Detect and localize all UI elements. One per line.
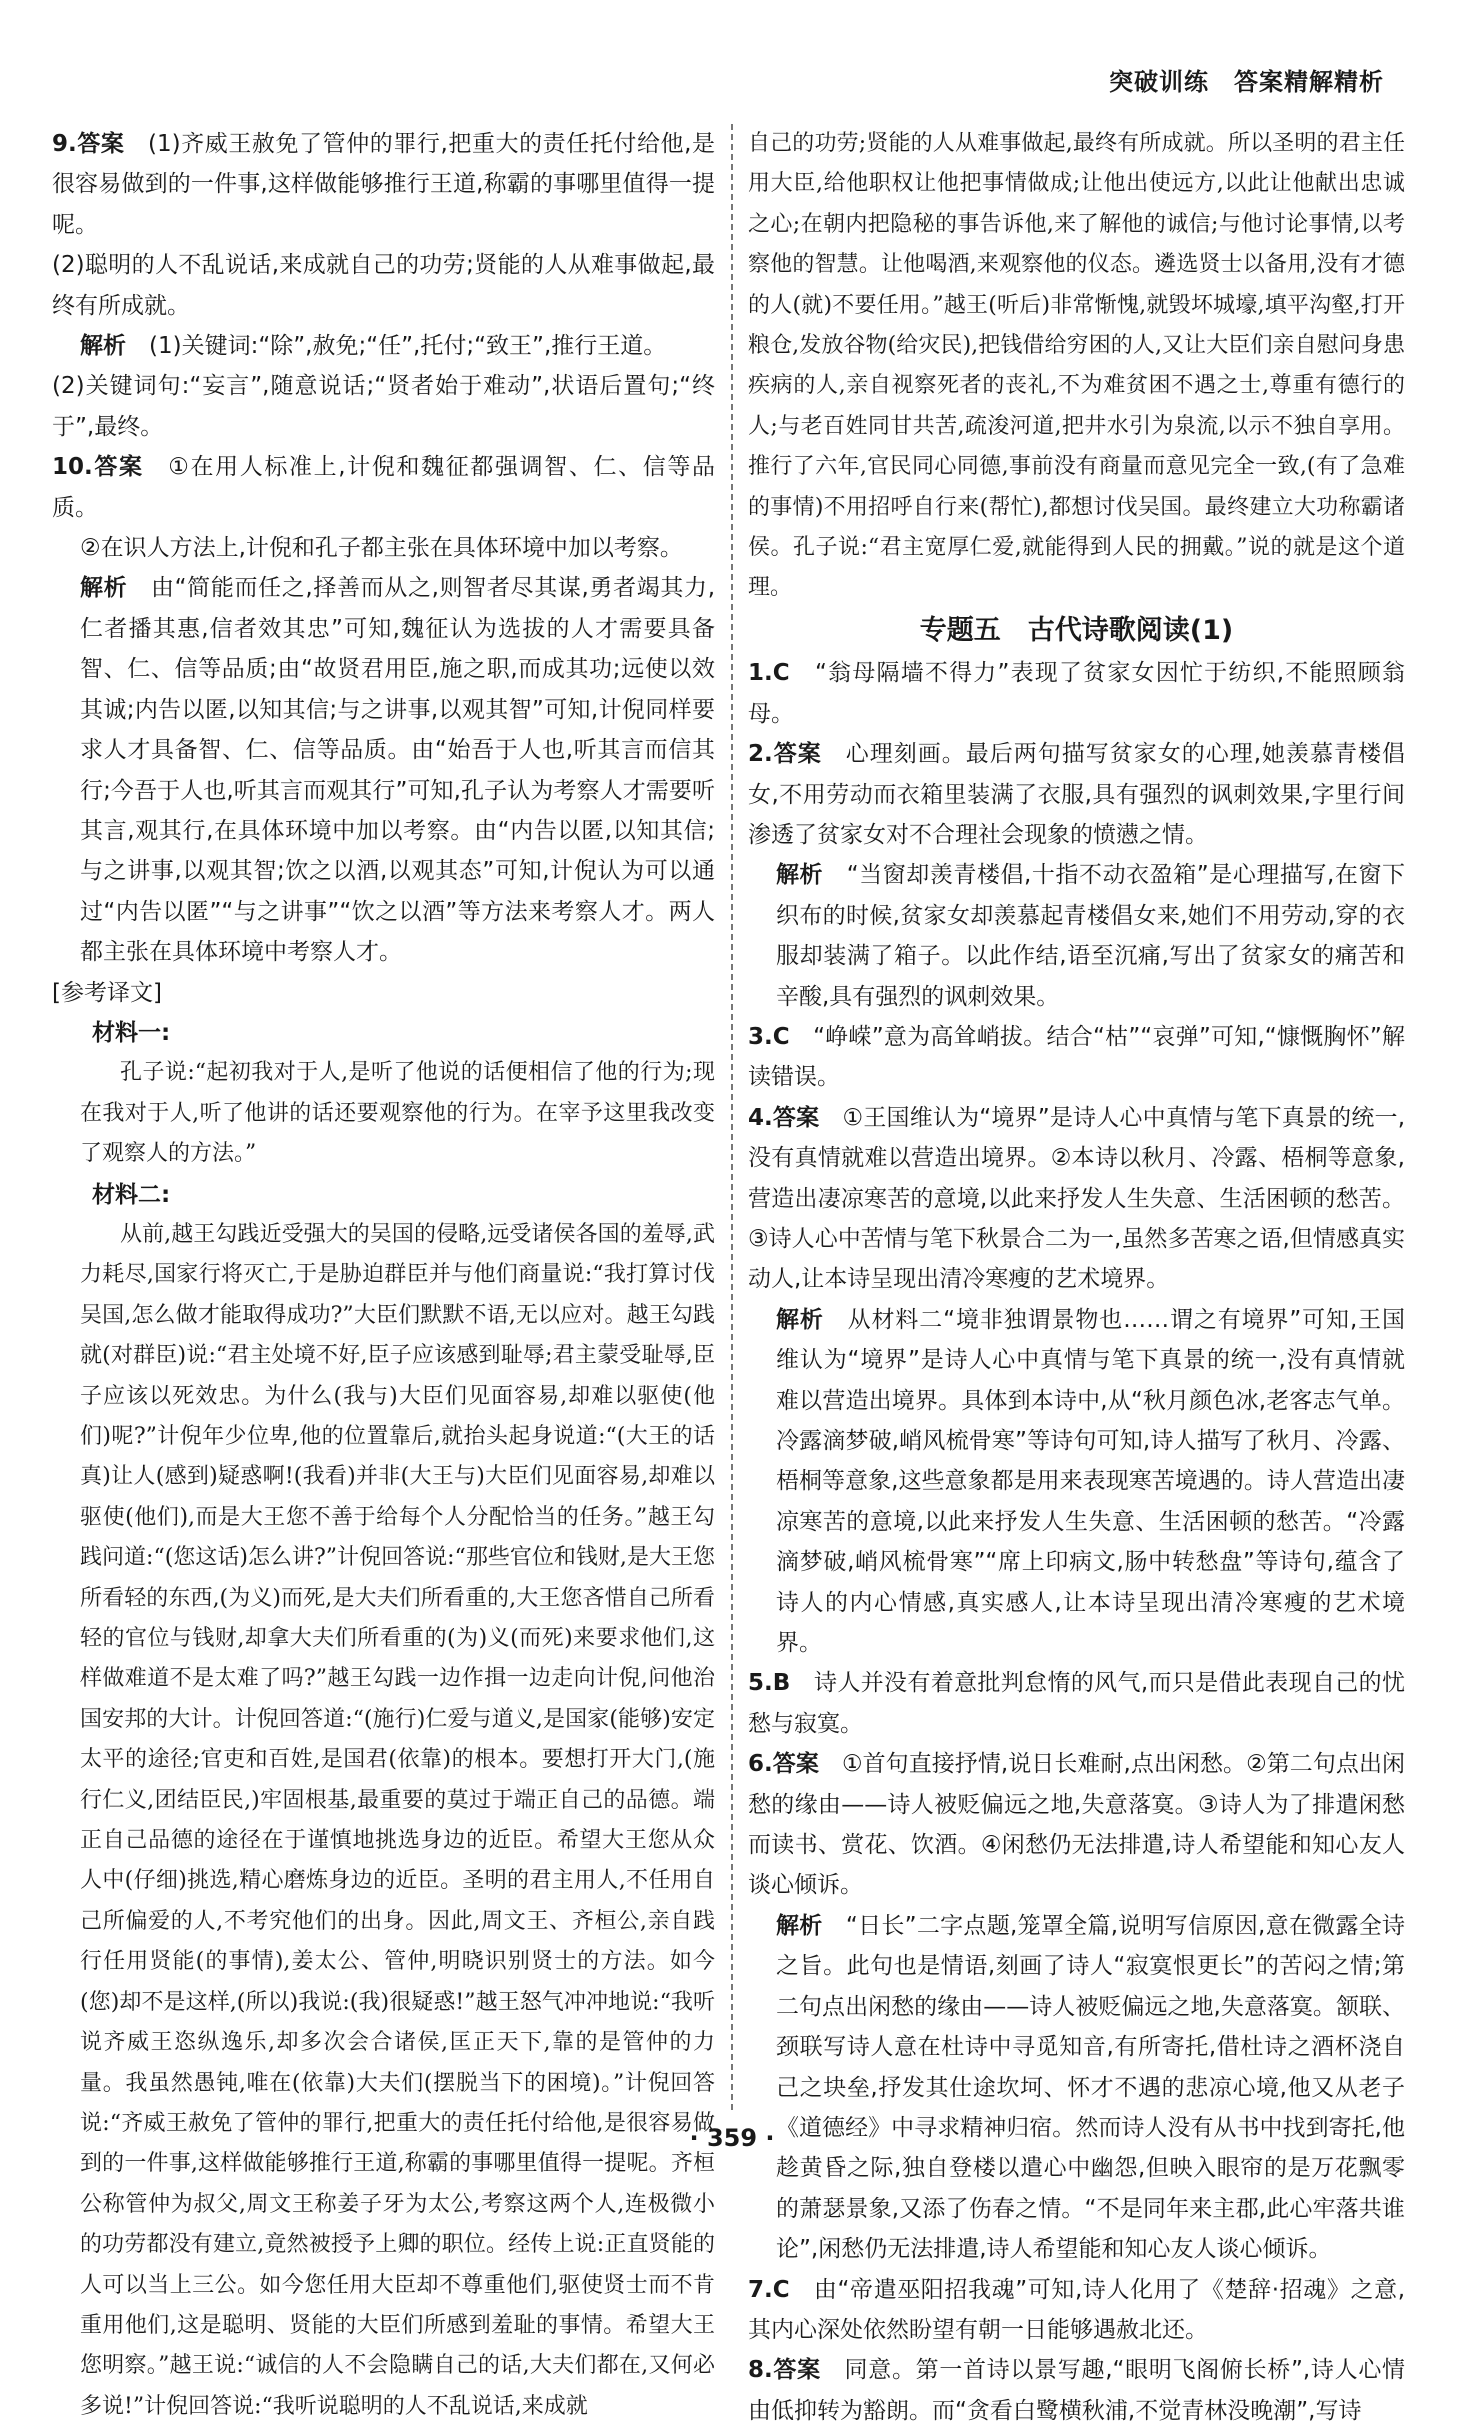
q6-analysis-label: 解析 [776,1912,823,1939]
q6-analysis-text: “日长”二字点题,笼罩全篇,说明写信原因,意在微露全诗之旨。此句也是情语,刻画了诗人“寂寞恨更长”的苦闷之情;第二句点出闲愁的缘由——诗人被贬偏远之地,失意落寞。颔联、颈联写诗人意在杜诗中寻觅知音,有所寄托,借杜诗之酒杯浇自己之块垒,抒发其仕途坎坷、怀才不遇的悲凉心境,他又从老子《道德经》中寻求精神归宿。然而诗人没有从书中找到寄托,他趁黄昏之际,独自登楼以遣心中幽怨,但映入眼帘的是万花飘零的萧瑟景象,又添了伤春之情。“不是同年来主郡,此心牢落共谁论”,闲愁仍无法排遣,诗人希望能和知心友人谈心倾诉。 [776,1912,1406,2263]
page-header: 突破训练 答案精解精析 [1109,68,1384,96]
q6-answer [748,1744,1405,1906]
q2-answer [748,734,1405,855]
reference-translation-label: [参考译文] [52,979,162,1006]
q10-answer-2: ②在识人方法上,计倪和孔子都主张在具体环境中加以考察。 [80,535,683,562]
q4-text: ①王国维认为“境界”是诗人心中真情与笔下真景的统一,没有真情就难以营造出境界。②本诗以秋月、冷露、梧桐等意象,营造出凄凉寒苦的意境,以此来抒发人生失意、生活困顿的愁苦。③诗人心中苦情与笔下秋景合二为一,虽然多苦寒之语,但情感真实动人,让本诗呈现出清冷寒瘦的艺术境界。 [748,1104,1406,1293]
page-number: · 359 · [689,2124,775,2152]
right-column [748,124,1405,2431]
section-title: 专题五 古代诗歌阅读(1) [919,614,1234,646]
q1-text: “翁母隔墙不得力”表现了贫家女因忙于纺织,不能照顾翁母。 [748,660,1405,727]
q9-number: 9.答案 [52,131,125,157]
q4-number: 4.答案 [748,1104,820,1131]
q10-answer-1: ①在用人标准上,计倪和魏征都强调智、仁、信等品质。 [52,454,716,521]
q1-number: 1.C [748,660,790,687]
q7-number: 7.C [748,2276,790,2303]
q5-answer [748,1663,1405,1744]
q3-answer [748,1017,1405,1098]
material-2-continued: 自己的功劳;贤能的人从难事做起,最终有所成就。所以圣明的君主任用大臣,给他职权让他把事情做成;让他出使远方,以此让他献出忠诚之心;在朝内把隐秘的事告诉他,来了解他的诚信;与他讨论事情,以考察他的智慧。让他喝酒,来观察他的仪态。遴选贤士以备用,没有才德的人(就)不要任用。”越王(听后)非常惭愧,就毁坏城壕,填平沟壑,打开粮仓,发放谷物(给灾民),把钱借给穷困的人,又让大臣们亲自慰问身患疾病的人,亲自视察死者的丧礼,不为难贫困不遇之士,尊重有德行的人;与老百姓同甘共苦,疏浚河道,把井水引为泉流,以示不独自享用。推行了六年,官民同心同德,事前没有商量而意见完全一致,(有了急难的事情)不用招呼自行来(帮忙),都想讨伐吴国。最终建立大功称霸诸侯。孔子说:“君主宽厚仁爱,就能得到人民的拥戴。”说的就是这个道理。 [748,131,1405,601]
q6-analysis [748,1906,1405,2270]
q8-number: 8.答案 [748,2357,821,2384]
q6-number: 6.答案 [748,1751,819,1778]
material-1-text: 孔子说:“起初我对于人,是听了他说的话便相信了他的行为;现在我对于人,听了他讲的话还要观察他的行为。在宰予这里我改变了观察人的方法。” [80,1060,715,1167]
q2-number: 2.答案 [748,741,822,768]
material-2-text: 从前,越王勾践近受强大的吴国的侵略,远受诸侯各国的羞辱,武力耗尽,国家行将灭亡,于是胁迫群臣并与他们商量说:“我打算讨伐吴国,怎么做才能取得成功?”大臣们默默不语,无以应对。越王勾践就(对群臣)说:“君主处境不好,臣子应该感到耻辱;君主蒙受耻辱,臣子应该以死效忠。为什么(我与)大臣们见面容易,却难以驱使(他们)呢?”计倪年少位卑,他的位置靠后,就抬头起身说道:“(大王的话真)让人(感到)疑惑啊!(我看)并非(大王与)大臣们见面容易,却难以驱使(他们),而是大王您不善于给每个人分配恰当的任务。”越王勾践问道:“(您这话)怎么讲?”计倪回答说:“那些官位和钱财,是大王您所看轻的东西,(为义)而死,是大夫们所看重的,大王您吝惜自己所看轻的官位与钱财,却拿大夫们所看重的(为)义(而死)来要求他们,这样做难道不是太难了吗?”越王勾践一边作揖一边走向计倪,问他治国安邦的大计。计倪回答道:“(施行)仁爱与道义,是国家(能够)安定太平的途径;官吏和百姓,是国君(依靠)的根本。要想打开大门,(施行仁义,团结臣民,)牢固根基,最重要的莫过于端正自己的品德。端正自己品德的途径在于谨慎地挑选身边的近臣。希望大王您从众人中(仔细)挑选,精心磨炼身边的近臣。圣明的君主用人,不任用自己所偏爱的人,不考究他们的出身。因此,周文王、齐桓公,亲自践行任用贤能(的事情),姜太公、管仲,明晓识别贤士的方法。如今(您)却不是这样,(所以)我说:(我)很疑惑!”越王怒气冲冲地说:“我听说齐威王恣纵逸乐,却多次会合诸侯,匡正天下,靠的是管仲的力量。我虽然愚钝,唯在(依靠)大夫们(摆脱当下的困境)。”计倪回答说:“齐威王赦免了管仲的罪行,把重大的责任托付给他,是很容易做到的一件事,这样做能够推行王道,称霸的事哪里值得一提呢。齐桓公称管仲为叔父,周文王称姜子牙为太公,考察这两个人,连极微小的功劳都没有建立,竟然被授予上卿的职位。经传上说:正直贤能的人可以当上三公。如今您任用大臣却不尊重他们,驱使贤士而不肯重用他们,这是聪明、贤能的大臣们所感到羞耻的事情。希望大王您明察。”越王说:“诚信的人不会隐瞒自己的话,大夫们都在,又何必多说!”计倪回答说:“我听说聪明的人不乱说话,来成就 [80,1221,715,2419]
q2-analysis [748,855,1405,1017]
material-1-label: 材料一: [92,1019,171,1046]
q10-answer [52,447,715,528]
q4-analysis [748,1300,1405,1664]
q9-analysis-2: (2)关键词句:“妄言”,随意说话;“贤者始于难动”,状语后置句;“终于”,最终。 [52,373,715,440]
left-column [52,124,715,2427]
q7-answer [748,2270,1405,2351]
q10-analysis-text: 由“简能而任之,择善而从之,则智者尽其谋,勇者竭其力,仁者播其惠,信者效其忠”可知,魏征认为选拔的人才需要具备智、仁、信等品质;由“故贤君用臣,施之职,而成其功;远使以效其诚;内告以匿,以知其信;与之讲事,以观其智”可知,计倪同样要求人才具备智、仁、信等品质。由“始吾于人也,听其言而信其行;今吾于人也,听其言而观其行”可知,孔子认为考察人才需要听其言,观其行,在具体环境中加以考察。由“内告以匿,以知其信;与之讲事,以观其智;饮之以酒,以观其态”可知,计倪认为可以通过“内告以匿”“与之讲事”“饮之以酒”等方法来考察人才。两人都主张在具体环境中考察人才。 [80,575,716,966]
q9-answer [52,124,715,245]
q10-analysis [52,568,715,972]
q8-answer [748,2350,1405,2431]
q4-analysis-text: 从材料二“境非独谓景物也……谓之有境界”可知,王国维认为“境界”是诗人心中真情与笔下真景的统一,没有真情就难以营造出境界。具体到本诗中,从“秋月颜色冰,老客志气单。冷露滴梦破,峭风梳骨寒”等诗句可知,诗人描写了秋月、冷露、梧桐等意象,这些意象都是用来表现寒苦境遇的。诗人营造出凄凉寒苦的意境,以此来抒发人生失意、生活困顿的愁苦。“冷露滴梦破,峭风梳骨寒”“席上印病文,肠中转愁盘”等诗句,蕴含了诗人的内心情感,真实感人,让本诗呈现出清冷寒瘦的艺术境界。 [776,1306,1406,1657]
q10-number: 10.答案 [52,454,144,481]
q2-analysis-label: 解析 [776,862,824,889]
material-2-label: 材料二: [92,1181,171,1208]
q2-text: 心理刻画。最后两句描写贫家女的心理,她羡慕青楼倡女,不用劳动而衣箱里装满了衣服,具有强烈的讽刺效果,字里行间渗透了贫家女对不合理社会现象的愤懑之情。 [748,741,1405,848]
column-divider [731,124,733,2110]
q6-text: ①首句直接抒情,说日长难耐,点出闲愁。②第二句点出闲愁的缘由——诗人被贬偏远之地,失意落寞。③诗人为了排遣闲愁而读书、赏花、饮酒。④闲愁仍无法排遣,诗人希望能和知心友人谈心倾诉。 [748,1751,1405,1899]
q2-analysis-text: “当窗却羡青楼倡,十指不动衣盈箱”是心理描写,在窗下织布的时候,贫家女却羡慕起青楼倡女来,她们不用劳动,穿的衣服却装满了箱子。以此作结,语至沉痛,写出了贫家女的痛苦和辛酸,具有强烈的讽刺效果。 [776,862,1406,1010]
q9-analysis [52,326,715,366]
q5-number: 5.B [748,1670,791,1697]
q3-number: 3.C [748,1023,790,1050]
q8-text: 同意。第一首诗以景写趣,“眼明飞阁俯长桥”,诗人心情由低抑转为豁朗。而“贪看白鹭横秋浦,不觉青林没晚潮”,写诗 [748,2357,1406,2424]
q10-analysis-label: 解析 [80,575,128,602]
q1-answer [748,653,1405,734]
q4-analysis-label: 解析 [776,1306,824,1333]
q5-text: 诗人并没有着意批判怠惰的风气,而只是借此表现自己的忧愁与寂寞。 [748,1670,1406,1737]
q9-analysis-label: 解析 [80,333,126,360]
q9-analysis-1: (1)关键词:“除”,赦免;“任”,托付;“致王”,推行王道。 [149,333,667,360]
q3-text: “峥嵘”意为高耸峭拔。结合“枯”“哀弹”可知,“慷慨胸怀”解读错误。 [748,1023,1405,1091]
q7-text: 由“帝遣巫阳招我魂”可知,诗人化用了《楚辞·招魂》之意,其内心深处依然盼望有朝一日能够遇赦北还。 [748,2276,1406,2343]
q9-answer-2: (2)聪明的人不乱说话,来成就自己的功劳;贤能的人从难事做起,最终有所成就。 [52,252,715,319]
q4-answer [748,1098,1405,1300]
q9-answer-1: (1)齐威王赦免了管仲的罪行,把重大的责任托付给他,是很容易做到的一件事,这样做能够推行王道,称霸的事哪里值得一提呢。 [52,131,716,238]
